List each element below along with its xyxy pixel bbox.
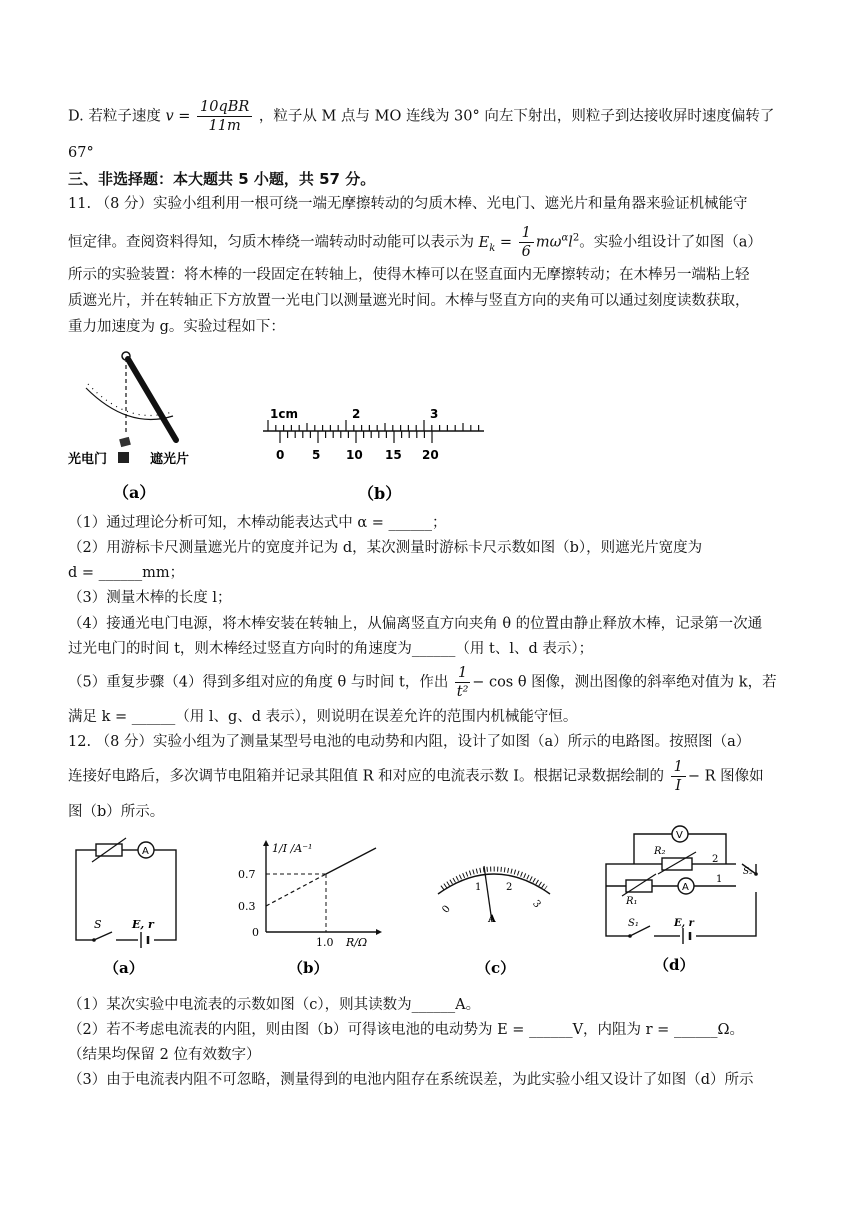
q12-step-2a: （2）若不考虑电流表的内阻，则由图（b）可得该电池的电动势为 E = ______V，内阻为 r = ______Ω。 bbox=[68, 1022, 744, 1038]
q11-line-1: 11. （8 分）实验小组利用一根可绕一端无摩擦转动的匀质木棒、光电门、遮光片和量角器来验证机械能守 bbox=[68, 196, 748, 212]
q11-step-1: （1）通过理论分析可知，木棒动能表达式中 α = ______； bbox=[68, 515, 447, 531]
fig12c-scale-2: 2 bbox=[506, 882, 513, 893]
fig12d-battery: E, r bbox=[674, 918, 694, 929]
fig12c-scale-0: 0 bbox=[440, 903, 453, 916]
q12-step-3: （3）由于电流表内阻不可忽略，测量得到的电池内阻存在系统误差，为此实验小组又设计了如图（d）所示 bbox=[68, 1072, 754, 1088]
vernier-label-0: 0 bbox=[276, 448, 285, 462]
ek-numerator: 1 bbox=[519, 224, 534, 243]
fig12b-ylabel: 1/I /A⁻¹ bbox=[272, 842, 313, 855]
ek-letter: E bbox=[478, 234, 490, 251]
q12-step-1: （1）某次实验中电流表的示数如图（c），则其读数为______A。 bbox=[68, 997, 481, 1013]
ek-m-omega: mω bbox=[535, 234, 562, 251]
fig12d-caption: （d） bbox=[654, 956, 695, 974]
ek-alpha-sup: α bbox=[561, 232, 569, 244]
s5-denominator: t² bbox=[456, 684, 469, 700]
velocity-lhs: v = bbox=[165, 108, 191, 125]
fig12b-origin: 0 bbox=[252, 926, 259, 939]
fig12d-r2: R₂ bbox=[654, 846, 666, 857]
q12-denominator: I bbox=[675, 778, 682, 794]
ek-subscript: k bbox=[489, 242, 496, 254]
q12-line-3: 图（b）所示。 bbox=[68, 804, 165, 820]
q11-line-2b: 。实验小组设计了如图（a） bbox=[579, 234, 762, 251]
q11-line-2a: 恒定律。查阅资料得知，匀质木棒绕一端转动时动能可以表示为 bbox=[68, 234, 474, 251]
fig12d-n2: 2 bbox=[712, 854, 719, 865]
q12-line-2 bbox=[68, 758, 798, 798]
fig12b-caption: （b） bbox=[288, 959, 329, 977]
q11-line-3: 所示的实验装置：将木棒的一段固定在转轴上，使得木棒可以在竖直面内无摩擦转动；在木棒另一端粘上轻 bbox=[68, 267, 750, 283]
option-d-text: ，粒子从 M 点与 MO 连线为 30° 向左下射出，则粒子到达接收屏时速度偏转了 bbox=[258, 108, 775, 125]
q12-step-2b: （结果均保留 2 位有效数字） bbox=[68, 1047, 261, 1063]
option-d-prefix: D. 若粒子速度 bbox=[68, 108, 161, 125]
fig12d-n1: 1 bbox=[716, 874, 723, 885]
q11-line-2 bbox=[68, 224, 798, 260]
main-scale-ticks bbox=[268, 420, 479, 431]
section-3-heading: 三、非选择题：本大题共 5 小题，共 57 分。 bbox=[68, 170, 376, 188]
fig12a-ammeter: A bbox=[142, 846, 149, 857]
option-d-angle: 67° bbox=[68, 145, 94, 161]
q12-line-2a: 连接好电路后，多次调节电阻箱并记录其阻值 R 和对应的电流表示数 I。根据记录数据绘制的 bbox=[68, 768, 664, 785]
ek-symbol bbox=[478, 234, 496, 254]
fig-a-caption: （a） bbox=[113, 483, 156, 502]
main-tick-label-2: 2 bbox=[352, 407, 361, 421]
figure-12c-meter bbox=[424, 832, 564, 982]
vernier-scale-ticks bbox=[280, 431, 432, 443]
q11-line-5: 重力加速度为 g。实验过程如下： bbox=[68, 319, 285, 335]
fig12d-r1: R₁ bbox=[626, 896, 638, 907]
fig-b-caption: （b） bbox=[358, 484, 402, 503]
fig12c-scale-3: 3 bbox=[530, 898, 543, 911]
vernier-label-10: 10 bbox=[346, 448, 363, 462]
fig12d-s2: S₂ bbox=[743, 867, 753, 877]
q12-fraction bbox=[671, 758, 686, 795]
fig12a-switch: S bbox=[94, 918, 102, 931]
figure-12d-circuit bbox=[596, 822, 766, 982]
ek-denominator: 6 bbox=[521, 244, 531, 260]
fig12c-unit: A bbox=[488, 914, 496, 925]
main-tick-label-3: 3 bbox=[430, 407, 439, 421]
q11-step-5a bbox=[68, 664, 798, 704]
fig12d-ammeter: A bbox=[682, 882, 689, 893]
q11-step-5b-text: − cos θ 图像，测出图像的斜率绝对值为 k，若 bbox=[472, 674, 777, 691]
q11-step-4b: 过光电门的时间 t，则木棒经过竖直方向时的角速度为______（用 t、l、d 表示）； bbox=[68, 641, 594, 657]
velocity-denominator: 11m bbox=[208, 118, 241, 134]
ek-equals: = bbox=[495, 234, 517, 251]
q11-step-5a-text: （5）重复步骤（4）得到多组对应的角度 θ 与时间 t，作出 bbox=[68, 674, 449, 691]
fig12c-scale-1: 1 bbox=[475, 882, 482, 893]
fig12a-battery: E, r bbox=[132, 918, 154, 931]
figure-12a-circuit bbox=[68, 832, 188, 982]
q11-step-4a: （4）接通光电门电源，将木棒安装在转轴上，从偏离竖直方向夹角 θ 的位置由静止释放木棒，记录第一次通 bbox=[68, 616, 763, 632]
fig12b-ytick-0.7: 0.7 bbox=[238, 868, 256, 881]
ek-fraction bbox=[519, 224, 534, 261]
s5-numerator: 1 bbox=[455, 664, 470, 683]
q11-step-3: （3）测量木棒的长度 l； bbox=[68, 590, 232, 606]
fig12d-s1: S₁ bbox=[628, 918, 639, 929]
q12-line-2b: − R 图像如 bbox=[687, 768, 764, 785]
figure-11a bbox=[68, 340, 218, 510]
q11-line-4: 质遮光片，并在转轴正下方放置一光电门以测量遮光时间。木棒与竖直方向的夹角可以通过刻度读数获取， bbox=[68, 293, 750, 309]
vernier-label-15: 15 bbox=[385, 448, 402, 462]
velocity-numerator: 10qBR bbox=[197, 98, 252, 117]
fig12b-xtick-1.0: 1.0 bbox=[316, 936, 334, 949]
fig12d-voltmeter: V bbox=[676, 830, 683, 841]
q11-step-5c: 满足 k = ______（用 l、g、d 表示），则说明在误差允许的范围内机械能守恒。 bbox=[68, 709, 578, 725]
q11-step-2a: （2）用游标卡尺测量遮光片的宽度并记为 d，某次测量时游标卡尺示数如图（b），则遮光片宽度为 bbox=[68, 540, 703, 556]
main-tick-label-1: 1cm bbox=[270, 407, 298, 421]
s5-fraction bbox=[455, 664, 470, 701]
option-d bbox=[68, 98, 798, 142]
fig12b-ytick-0.3: 0.3 bbox=[238, 900, 256, 913]
figure-11b-vernier bbox=[258, 404, 488, 504]
fig12a-caption: （a） bbox=[104, 959, 144, 977]
ek-l: l bbox=[568, 234, 573, 251]
q12-line-1: 12. （8 分）实验小组为了测量某型号电池的电动势和内阻，设计了如图（a）所示的电路图。按照图（a） bbox=[68, 734, 751, 750]
fig-a-label-shutter: 遮光片 bbox=[150, 452, 190, 467]
velocity-fraction bbox=[197, 98, 252, 135]
vernier-label-5: 5 bbox=[312, 448, 321, 462]
vernier-label-20: 20 bbox=[422, 448, 439, 462]
ek-l-sup: 2 bbox=[572, 232, 580, 244]
fig12c-caption: （c） bbox=[476, 959, 516, 977]
q12-numerator: 1 bbox=[671, 758, 686, 777]
figure-12b-graph bbox=[228, 832, 388, 982]
q11-step-2b: d = ______mm； bbox=[68, 565, 185, 581]
fig12b-xlabel: R/Ω bbox=[346, 936, 368, 949]
fig-a-label-photogate: 光电门 bbox=[68, 452, 108, 467]
